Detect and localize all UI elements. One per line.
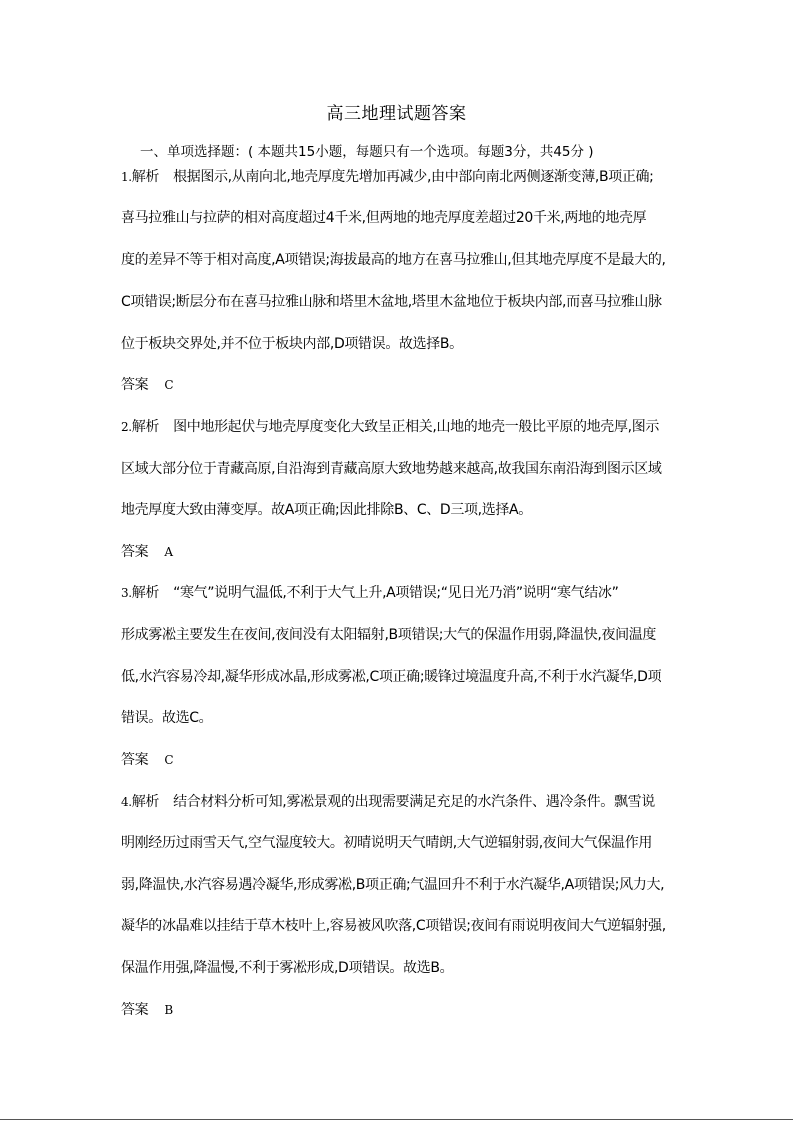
question-number: 2. — [121, 420, 132, 434]
answer-line — [121, 749, 173, 769]
question-text: 位于板块交界处,并不位于板块内部,D项错误。故选择B。 — [121, 336, 463, 352]
answer-line — [121, 374, 173, 394]
question-text: 错误。故选C。 — [121, 710, 213, 726]
analysis-label: 解析 — [131, 169, 160, 185]
page-bottom-divider — [0, 1119, 793, 1120]
question-text: 根据图示,从南向北,地壳厚度先增加再减少,由中部向南北两侧逐渐变薄,B项正确; — [173, 169, 654, 185]
answer-label: 答案 — [121, 377, 149, 393]
question-text: 图中地形起伏与地壳厚度变化大致呈正相关,山地的地壳一般比平原的地壳厚,图示 — [173, 419, 660, 435]
answer-value: C — [164, 378, 174, 392]
analysis-label: 解析 — [131, 794, 160, 810]
question-text: “寒气”说明气温低,不利于大气上升,A项错误;“见日光乃消”说明“寒气结冰” — [173, 585, 619, 601]
question-text: 低,水汽容易冷却,凝华形成冰晶,形成雾凇,C项正确;暖锋过境温度升高,不利于水汽凝华,D项 — [121, 669, 662, 685]
answer-value: B — [164, 1003, 173, 1017]
question-1-line-1 — [121, 166, 654, 186]
page-title: 高三地理试题答案 — [326, 104, 467, 124]
question-text: 明刚经历过雨雪天气,空气湿度较大。初晴说明天气晴朗,大气逆辐射弱,夜间大气保温作用 — [121, 835, 652, 851]
analysis-label: 解析 — [131, 419, 160, 435]
answer-value: C — [164, 753, 174, 767]
question-text: 形成雾凇主要发生在夜间,夜间没有太阳辐射,B项错误;大气的保温作用弱,降温快,夜间温度 — [121, 627, 657, 643]
answer-label: 答案 — [121, 1002, 149, 1018]
section-heading: 一、单项选择题：( 本题共15小题，每题只有一个选项。每题3分，共45分 ) — [140, 144, 594, 160]
question-text: 凝华的冰晶难以挂结于草木枝叶上,容易被风吹落,C项错误;夜间有雨说明夜间大气逆辐射强, — [121, 918, 666, 934]
answer-label: 答案 — [121, 544, 149, 560]
question-number: 3. — [121, 586, 132, 600]
question-text: C项错误;断层分布在喜马拉雅山脉和塔里木盆地,塔里木盆地位于板块内部,而喜马拉雅山脉 — [121, 294, 662, 310]
analysis-label: 解析 — [131, 585, 160, 601]
question-text: 区域大部分位于青藏高原,自沿海到青藏高原大致地势越来越高,故我国东南沿海到图示区域 — [121, 461, 662, 477]
question-text: 喜马拉雅山与拉萨的相对高度超过4千米,但两地的地壳厚度差超过20千米,两地的地壳厚 — [121, 210, 647, 226]
question-number: 1. — [121, 170, 132, 184]
question-text: 度的差异不等于相对高度,A项错误;海拔最高的地方在喜马拉雅山,但其地壳厚度不是最大的, — [121, 252, 666, 268]
question-text: 弱,降温快,水汽容易遇冷凝华,形成雾凇,B项正确;气温回升不利于水汽凝华,A项错误;风力大, — [121, 877, 665, 893]
question-number: 4. — [121, 795, 132, 809]
answer-line — [121, 541, 173, 561]
answer-value: A — [164, 545, 173, 559]
question-text: 保温作用强,降温慢,不利于雾凇形成,D项错误。故选B。 — [121, 960, 454, 976]
answer-line — [121, 999, 173, 1019]
answer-label: 答案 — [121, 752, 149, 768]
question-text: 结合材料分析可知,雾凇景观的出现需要满足充足的水汽条件、遇冷条件。飘雪说 — [173, 794, 655, 810]
question-2-line-1 — [121, 416, 659, 436]
question-4-line-1 — [121, 791, 655, 811]
question-3-line-1 — [121, 582, 618, 602]
question-text: 地壳厚度大致由薄变厚。故A项正确;因此排除B、C、D三项,选择A。 — [121, 502, 532, 518]
